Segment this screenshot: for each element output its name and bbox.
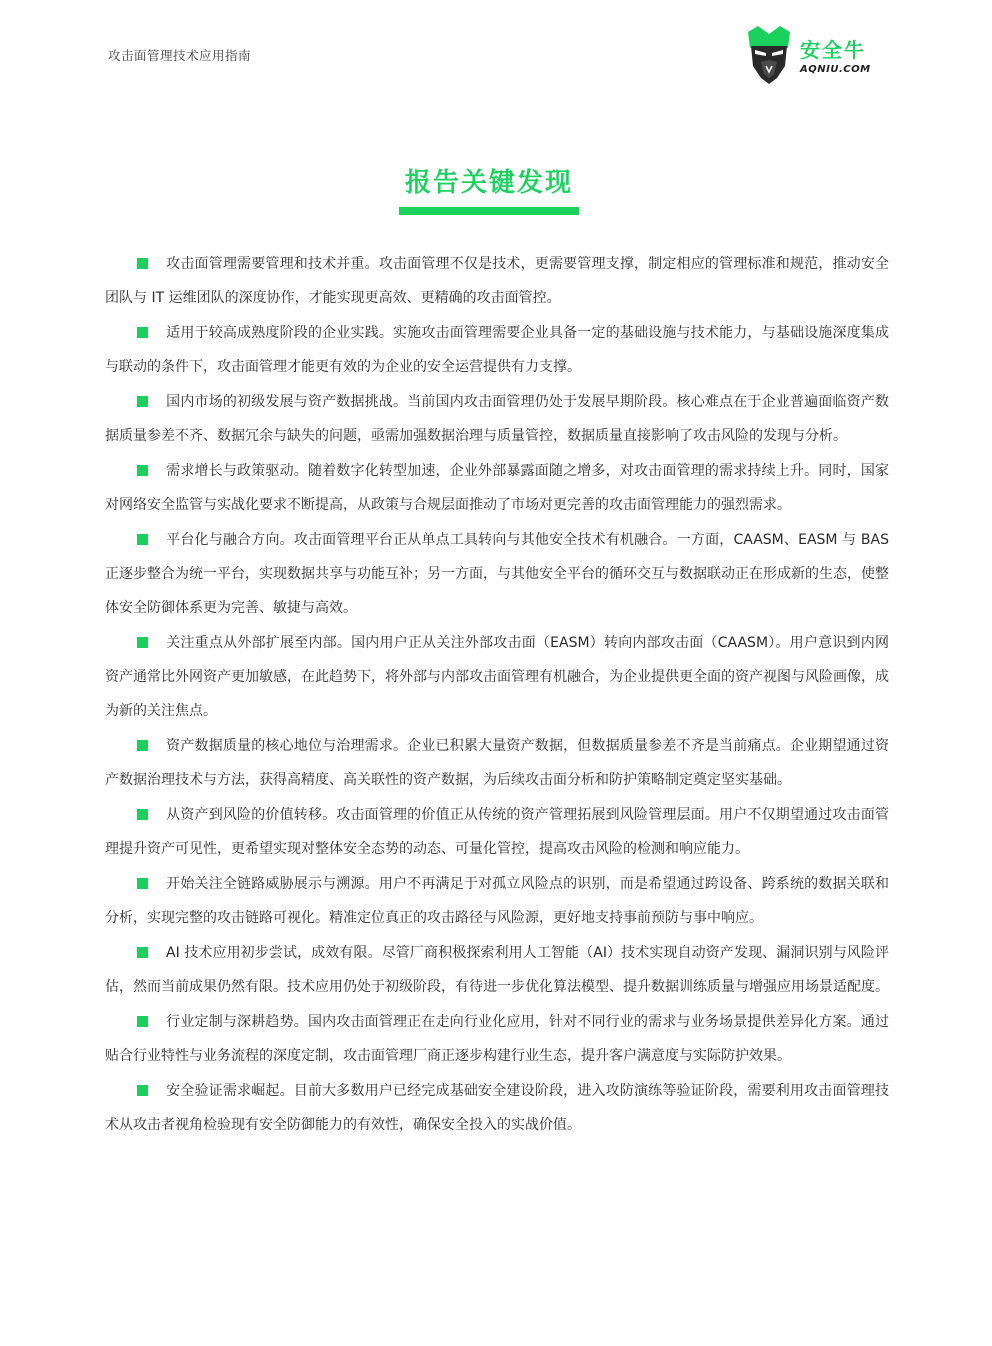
finding-item [105, 798, 889, 866]
finding-text: 安全验证需求崛起。目前大多数用户已经完成基础安全建设阶段，进入攻防演练等验证阶段，需要利用攻击面管理技术从攻击者视角检验现有安全防御能力的有效性，确保安全投入的实战价值。 [105, 1083, 889, 1133]
square-bullet-icon [137, 258, 148, 269]
section-title: 报告关键发现 [404, 168, 573, 198]
square-bullet-icon [137, 534, 148, 545]
finding-item [105, 454, 889, 522]
finding-item [105, 1005, 889, 1073]
knight-helmet-logo-icon [744, 26, 794, 86]
brand-domain: AQNIU.COM [800, 64, 871, 75]
square-bullet-icon [137, 1016, 148, 1027]
square-bullet-icon [137, 878, 148, 889]
square-bullet-icon [137, 740, 148, 751]
finding-item [105, 867, 889, 935]
document-header-title: 攻击面管理技术应用指南 [108, 48, 252, 63]
finding-item [105, 626, 889, 728]
square-bullet-icon [137, 1085, 148, 1096]
title-underline-bar [399, 207, 579, 215]
finding-text: 关注重点从外部扩展至内部。国内用户正从关注外部攻击面（EASM）转向内部攻击面（CAASM）。用户意识到内网资产通常比外网资产更加敏感，在此趋势下，将外部与内部攻击面管理有机融合，为企业提供更全面的资产视图与风险画像，成为新的关注焦点。 [105, 635, 889, 719]
finding-item [105, 385, 889, 453]
finding-item [105, 1074, 889, 1142]
finding-text: 行业定制与深耕趋势。国内攻击面管理正在走向行业化应用，针对不同行业的需求与业务场景提供差异化方案。通过贴合行业特性与业务流程的深度定制，攻击面管理厂商正逐步构建行业生态，提升客户满意度与实际防护效果。 [105, 1014, 889, 1064]
finding-item [105, 729, 889, 797]
finding-text: 从资产到风险的价值转移。攻击面管理的价值正从传统的资产管理拓展到风险管理层面。用户不仅期望通过攻击面管理提升资产可见性，更希望实现对整体安全态势的动态、可量化管控，提高攻击风险的检测和响应能力。 [105, 807, 889, 857]
square-bullet-icon [137, 637, 148, 648]
finding-text: 需求增长与政策驱动。随着数字化转型加速，企业外部暴露面随之增多，对攻击面管理的需求持续上升。同时，国家对网络安全监管与实战化要求不断提高，从政策与合规层面推动了市场对更完善的攻击面管理能力的强烈需求。 [105, 463, 889, 513]
square-bullet-icon [137, 809, 148, 820]
brand-logo [744, 26, 884, 86]
finding-text: 国内市场的初级发展与资产数据挑战。当前国内攻击面管理仍处于发展早期阶段。核心难点在于企业普遍面临资产数据质量参差不齐、数据冗余与缺失的问题，亟需加强数据治理与质量管控，数据质量直接影响了攻击风险的发现与分析。 [105, 394, 889, 444]
square-bullet-icon [137, 327, 148, 338]
finding-text: 平台化与融合方向。攻击面管理平台正从单点工具转向与其他安全技术有机融合。一方面，CAASM、EASM 与 BAS 正逐步整合为统一平台，实现数据共享与功能互补；另一方面，与其他安全平台的循环交互与数据联动正在形成新的生态，使整体安全防御体系更为完善、敏捷与高效。 [105, 532, 889, 616]
finding-item [105, 247, 889, 315]
key-findings-list [105, 247, 889, 1143]
finding-text: 开始关注全链路威胁展示与溯源。用户不再满足于对孤立风险点的识别，而是希望通过跨设备、跨系统的数据关联和分析，实现完整的攻击链路可视化。精准定位真正的攻击路径与风险源，更好地支持事前预防与事中响应。 [105, 876, 889, 926]
brand-name: 安全牛 [800, 38, 866, 62]
finding-item [105, 936, 889, 1004]
square-bullet-icon [137, 396, 148, 407]
finding-item [105, 316, 889, 384]
square-bullet-icon [137, 947, 148, 958]
finding-text: 攻击面管理需要管理和技术并重。攻击面管理不仅是技术，更需要管理支撑，制定相应的管理标准和规范，推动安全团队与 IT 运维团队的深度协作，才能实现更高效、更精确的攻击面管控。 [105, 256, 889, 306]
finding-text: 适用于较高成熟度阶段的企业实践。实施攻击面管理需要企业具备一定的基础设施与技术能力，与基础设施深度集成与联动的条件下，攻击面管理才能更有效的为企业的安全运营提供有力支撑。 [105, 325, 889, 375]
finding-item [105, 523, 889, 625]
finding-text: AI 技术应用初步尝试，成效有限。尽管厂商积极探索利用人工智能（AI）技术实现自动资产发现、漏洞识别与风险评估，然而当前成果仍然有限。技术应用仍处于初级阶段，有待进一步优化算法模型、提升数据训练质量与增强应用场景适配度。 [105, 945, 889, 995]
square-bullet-icon [137, 465, 148, 476]
finding-text: 资产数据质量的核心地位与治理需求。企业已积累大量资产数据，但数据质量参差不齐是当前痛点。企业期望通过资产数据治理技术与方法，获得高精度、高关联性的资产数据，为后续攻击面分析和防护策略制定奠定坚实基础。 [105, 738, 889, 788]
